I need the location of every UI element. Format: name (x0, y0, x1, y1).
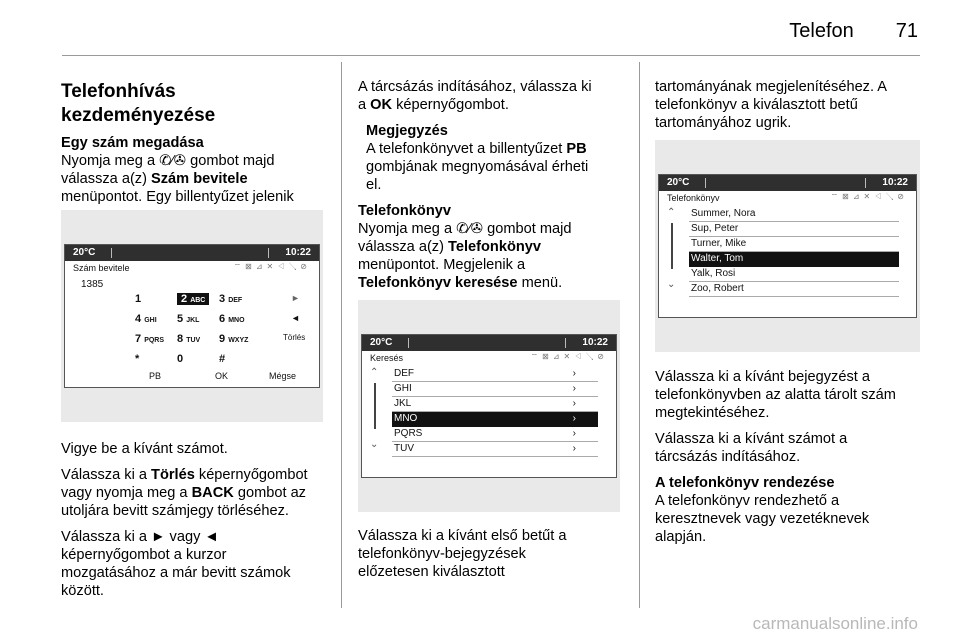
list-item[interactable]: Sup, Peter (689, 222, 899, 237)
keypad-key[interactable]: 2 ABC (177, 293, 209, 305)
list-item[interactable]: Summer, Nora (689, 207, 899, 222)
paragraph: Nyomja meg a ✆⁄✇ gombot majd (61, 153, 275, 169)
keypad-key[interactable]: 9 WXYZ (219, 333, 249, 345)
scroll-down-icon[interactable]: ⌄ (370, 439, 379, 450)
list-item[interactable]: Turner, Mike (689, 237, 899, 252)
keypad-key[interactable]: 0 (177, 353, 184, 365)
screenshot-phonebook-search: 20°C 10:22 Keresés ⌔⊠⊿✕◁↘⊘ ⌃ ⌄ DEF › GHI › JKL › MNO › PQRS › TUV › (358, 300, 620, 512)
scroll-down-icon[interactable]: ⌄ (667, 279, 676, 290)
keypad-key[interactable]: 8 TUV (177, 333, 201, 345)
scroll-up-icon[interactable]: ⌃ (667, 207, 676, 218)
page-number: 71 (895, 20, 918, 42)
chevron-right-icon: › (572, 383, 576, 394)
note-box: Megjegyzés A telefonkönyvet a billentyűzet PB gombjának megnyomásával érheti el. (366, 123, 589, 193)
status-icons: ⌔⊠⊿✕◁↘⊘ (530, 352, 608, 361)
keypad-key[interactable]: * (135, 353, 140, 365)
column-3-lower: Válassza ki a kívánt bejegyzést a telefonkönyvben az alatta tárolt szám megtekintéséhez. Válassza ki a kívánt számot a tárcsázás indításához. A telefonkönyv rendezése A telefonkönyv rendezhető a keresztnevek vagy vezetéknevek alapján. (655, 368, 927, 546)
cancel-button[interactable]: Mégse (269, 371, 297, 381)
list-item[interactable]: Zoo, Robert (689, 282, 899, 297)
list-item[interactable]: Walter, Tom (689, 252, 899, 267)
screenshot-phonebook-list: 20°C 10:22 Telefonkönyv ⌔⊠⊿✕◁↘⊘ ⌃ ⌄ Summer, Nora Sup, Peter Turner, Mike Walter, Tom Yalk, Rosi Zoo, Robert (655, 140, 920, 352)
chevron-right-icon: › (572, 368, 576, 379)
delete-button[interactable]: Törlés (283, 333, 306, 342)
chevron-right-icon: › (572, 428, 576, 439)
subheading-sort-phonebook: A telefonkönyv rendezése (655, 475, 835, 491)
column-2-lower: Válassza ki a kívánt első betűt a telefonkönyv-bejegyzések előzetesen kiválasztott (358, 528, 567, 580)
chevron-right-icon: › (572, 443, 576, 454)
watermark: carmanualsonline.info (752, 614, 918, 633)
ok-button[interactable]: OK (215, 371, 229, 381)
keypad-key[interactable]: 1 (135, 293, 142, 305)
list-item[interactable]: MNO › (392, 412, 598, 427)
column-divider-1 (341, 62, 342, 608)
keypad-key[interactable]: 6 MNO (219, 313, 245, 325)
keypad-key[interactable]: 5 JKL (177, 313, 200, 325)
column-1: Telefonhívás kezdeményezése Egy szám megadása Nyomja meg a ✆⁄✇ gombot majd válassza a(z) Szám bevitele menüpontot. Egy billentyűzet jelenik (61, 80, 331, 224)
list-item[interactable]: JKL › (392, 397, 598, 412)
chevron-right-icon: › (572, 398, 576, 409)
keypad-key[interactable]: # (219, 353, 226, 365)
pb-button[interactable]: PB (149, 371, 162, 381)
section-title: Telefon (789, 20, 854, 42)
column-divider-2 (639, 62, 640, 608)
phone-icon: ✆⁄✇ (456, 221, 484, 237)
list-item[interactable]: PQRS › (392, 427, 598, 442)
subheading-phonebook: Telefonkönyv (358, 203, 451, 219)
list-item[interactable]: TUV › (392, 442, 598, 457)
list-item[interactable]: GHI › (392, 382, 598, 397)
keypad-key[interactable]: 3 DEF (219, 293, 243, 305)
status-icons: ⌔⊠⊿✕◁↘⊘ (830, 192, 908, 201)
keypad-key[interactable]: 7 PQRS (135, 333, 165, 345)
header-rule (62, 55, 920, 56)
list-item[interactable]: DEF › (392, 367, 598, 382)
status-icons: ⌔⊠⊿✕◁↘⊘ (233, 262, 311, 271)
column-1-lower: Vigye be a kívánt számot. Válassza ki a Törlés képernyőgombot vagy nyomja meg a BACK gombot az utoljára bevitt számjegy törléséhez. Válassza ki a ► vagy ◄ képernyőgombot a kurzor mozgatásához a már bevitt számok között. (61, 441, 308, 599)
screenshot-number-entry: 20°C 10:22 Szám bevitele ⌔⊠⊿✕◁↘⊘ 1385 1 2 ABC 3 DEF 4 GHI 5 JKL 6 MNO 7 PQRS 8 TUV 9 WXYZ * 0 # ► ◄ Törlés PB OK Mégse (61, 210, 323, 422)
scrollbar[interactable] (374, 383, 376, 429)
list-item[interactable]: Yalk, Rosi (689, 267, 899, 282)
subheading-number-entry: Egy szám megadása (61, 135, 204, 151)
cursor-right-button[interactable]: ► (291, 293, 300, 303)
scroll-up-icon[interactable]: ⌃ (370, 367, 379, 378)
column-2: A tárcsázás indításához, válassza ki a OK képernyőgombot. Megjegyzés A telefonkönyvet a billentyűzet PB gombjának megnyomásával érheti el. Telefonkönyv Nyomja meg a ✆⁄✇ gombot majd válassza a(z) Telefonkönyv menüpontot. Megjelenik a Telefonkönyv keresése menü. (358, 78, 630, 292)
section-heading: Telefonhívás kezdeményezése (61, 81, 216, 126)
keypad-key[interactable]: 4 GHI (135, 313, 157, 325)
scrollbar[interactable] (671, 223, 673, 269)
phone-icon: ✆⁄✇ (159, 153, 187, 169)
cursor-left-button[interactable]: ◄ (291, 313, 300, 323)
column-3: tartományának megjelenítéséhez. A telefonkönyv a kiválasztott betű tartományához ugrik. (655, 79, 888, 131)
page-header (789, 20, 918, 43)
entered-number: 1385 (81, 279, 104, 290)
chevron-right-icon: › (572, 413, 576, 424)
